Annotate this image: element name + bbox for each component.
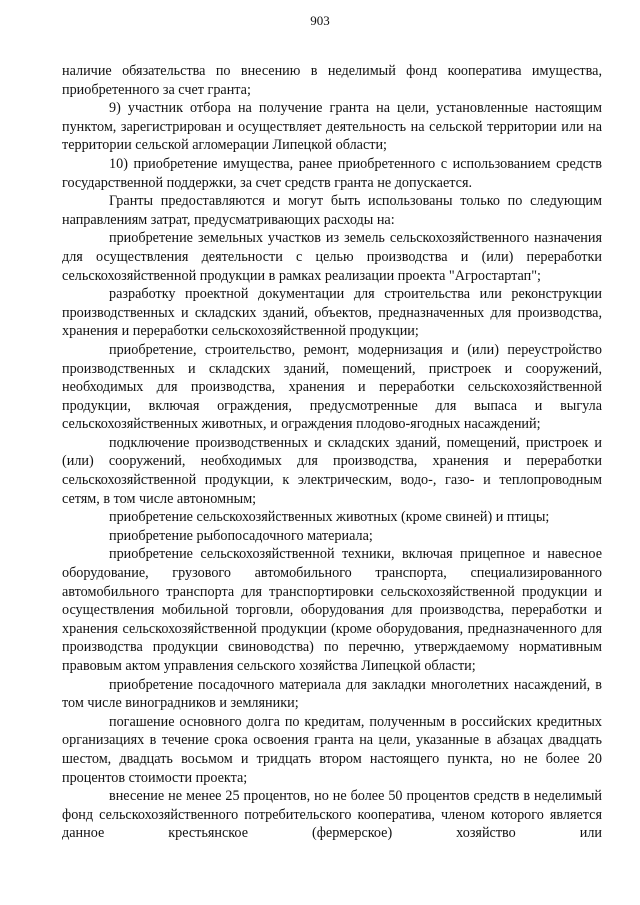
paragraph-animals: приобретение сельскохозяйственных животных (кроме свиней) и птицы; — [109, 509, 550, 526]
document-body — [62, 62, 602, 843]
paragraph-planting-material: приобретение посадочного материала для закладки многолетних насаждений, в том числе виноградников и земляники; — [62, 676, 602, 712]
paragraph-project-documentation: разработку проектной документации для строительства или реконструкции производственных и складских зданий, объектов, предназначенных для производства, хранения и переработки сельскохозяйственной продукции; — [62, 286, 602, 340]
paragraph-item-10: 10) приобретение имущества, ранее приобретенного с использованием средств государственной поддержки, за счет средств гранта не допускается. — [62, 155, 602, 191]
page-number: 903 — [310, 13, 330, 28]
paragraph-construction: приобретение, строительство, ремонт, модернизация и (или) переустройство производственных и складских зданий, помещений, пристроек и сооружений, необходимых для производства, хранения и переработки сельскохозяйственной продукции, включая ограждения, предусмотренные для выпаса и выгула сельскохозяйственных животных, и ограждения плодово-ягодных насаждений; — [62, 341, 602, 433]
paragraph-item-9: 9) участник отбора на получение гранта на цели, установленные настоящим пунктом, зарегистрирован и осуществляет деятельность на сельской территории или на территории сельской агломерации Липецкой области; — [62, 100, 602, 154]
paragraph-utility-connection: подключение производственных и складских зданий, помещений, пристроек и (или) сооружений, необходимых для производства, хранения и переработки сельскохозяйственной продукции, к электрическим, водо-, газо- и теплопроводным сетям, в том числе автономным; — [62, 434, 602, 507]
paragraph-continuation: наличие обязательства по внесению в неделимый фонд кооператива имущества, приобретенного за счет гранта; — [62, 63, 602, 98]
paragraph-land-plots: приобретение земельных участков из земель сельскохозяйственного назначения для осуществления деятельности с целью производства и (или) переработки сельскохозяйственной продукции в рамках реализации проекта "Агростартап"; — [62, 230, 602, 284]
paragraph-grants-intro: Гранты предоставляются и могут быть использованы только по следующим направлениям затрат, предусматривающих расходы на: — [62, 193, 602, 228]
paragraph-loan-repayment: погашение основного долга по кредитам, полученным в российских кредитных организациях в течение срока освоения гранта на цели, указанные в абзацах двадцать шестом, двадцать восьмом и тридцать втором настоящего пункта, но не более 20 процентов стоимости проекта; — [62, 713, 602, 786]
paragraph-cooperative-contribution: внесение не менее 25 процентов, но не более 50 процентов средств в неделимый фонд сельскохозяйственного потребительского кооператива, членом которого является данное крестьянское (фермерское) хозяйство или — [62, 788, 602, 842]
paragraph-machinery: приобретение сельскохозяйственной техники, включая прицепное и навесное оборудование, грузового автомобильного транспорта, специализированного автомобильного транспорта для транспортировки сельскохозяйственной продукции и осуществления мобильной торговли, оборудования для производства, переработки и хранения сельскохозяйственной продукции (кроме оборудования, предназначенного для производства продукции свиноводства) по перечню, утверждаемому нормативным правовым актом управления сельского хозяйства Липецкой области; — [62, 546, 602, 674]
paragraph-fish-stock: приобретение рыбопосадочного материала; — [109, 527, 373, 544]
